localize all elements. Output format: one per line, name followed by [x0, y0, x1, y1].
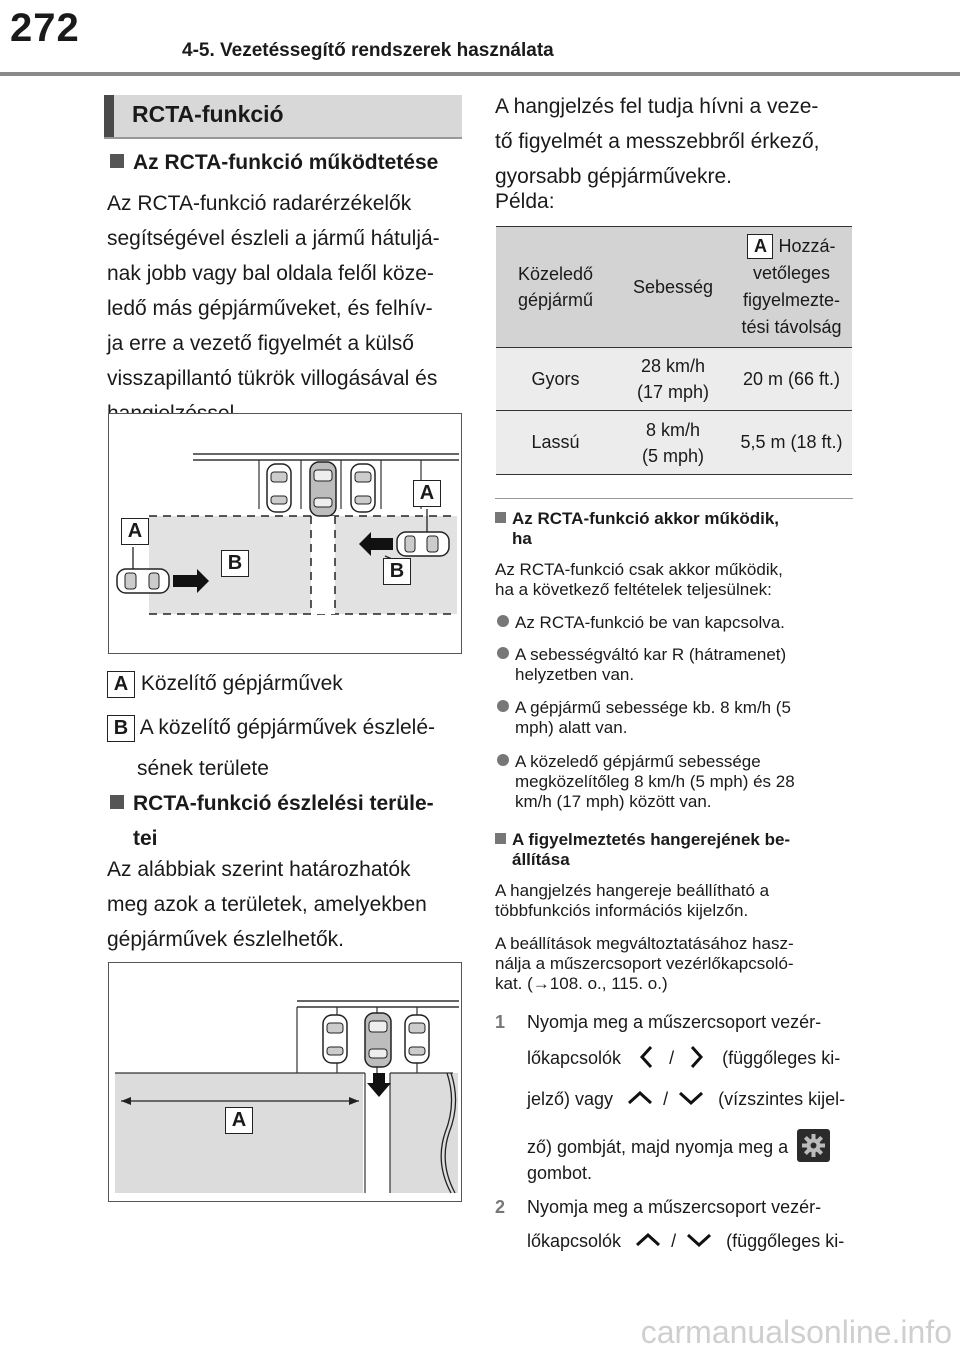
- chevron-left-icon: [636, 1044, 658, 1070]
- step-1-line-4: ző) gombját, majd nyomja meg a: [527, 1129, 830, 1162]
- divider: [495, 498, 853, 499]
- table-cell-distance: 5,5 m (18 ft.): [731, 411, 852, 475]
- rcta-diagram: [109, 414, 460, 652]
- paragraph-detection-areas: Az alábbiak szerint határozhatók meg azok a területek, amelyekben gépjárművek észlelhetők.: [107, 858, 427, 951]
- chevron-down-icon: [685, 1231, 713, 1249]
- parked-car-1: [323, 1015, 347, 1063]
- square-bullet-icon: [110, 795, 124, 809]
- parked-car-2: [405, 1015, 429, 1063]
- square-bullet-icon: [495, 512, 506, 523]
- fig1-label-b-left: B: [221, 550, 249, 577]
- step-1-line-2: lőkapcsolók / (függőleges ki-: [527, 1044, 840, 1070]
- table-row: [496, 348, 852, 411]
- fig2-label-a: A: [225, 1107, 253, 1134]
- square-bullet-icon: [110, 154, 124, 168]
- list-item: Az RCTA-funkció be van kapcsolva.: [497, 613, 785, 633]
- table-cell-distance: 20 m (66 ft.): [731, 348, 852, 411]
- figure-detection-area: [108, 962, 462, 1202]
- chevron-up-icon: [634, 1231, 662, 1249]
- figure-rcta-detection: [108, 413, 462, 654]
- heading-volume-settings: A figyelmeztetés hangerejének be- állítása: [495, 830, 790, 870]
- dot-bullet-icon: [497, 615, 509, 627]
- approaching-car-left: [117, 569, 169, 593]
- heading-detection-areas: RCTA-funkció észlelési terüle- tei: [110, 786, 434, 856]
- parked-car-1: [267, 464, 291, 512]
- chevron-up-icon: [626, 1089, 654, 1107]
- legend-tag-a: A: [107, 671, 135, 698]
- list-item: A közeledő gépjármű sebessége megközelítőleg 8 km/h (5 mph) és 28 km/h (17 mph) között van.: [497, 752, 795, 812]
- paragraph-volume: A hangjelzés hangereje beállítható a többfunkciós információs kijelzőn.: [495, 881, 770, 920]
- list-item: A gépjármű sebessége kb. 8 km/h (5 mph) alatt van.: [497, 698, 791, 738]
- section-title: RCTA-funkció: [132, 101, 284, 127]
- step-1-line-3: jelző) vagy / (vízszintes kijel-: [527, 1089, 846, 1109]
- step-1-line-5: gombot.: [527, 1163, 593, 1183]
- section-title-box: [104, 95, 462, 137]
- heading-rcta-conditions: Az RCTA-funkció akkor működik, ha: [495, 509, 779, 549]
- parked-car-2: [351, 464, 375, 512]
- table-header-row: [496, 227, 852, 348]
- step-2-line-1: Nyomja meg a műszercsoport vezér-: [527, 1197, 822, 1217]
- table-cell-vehicle: Lassú: [496, 411, 615, 475]
- arrow-down-icon: [367, 1073, 391, 1097]
- own-car: [310, 462, 336, 516]
- page-number: 272: [10, 6, 80, 50]
- section-underline: [104, 137, 462, 139]
- detection-area-diagram: [109, 963, 460, 1200]
- table-header-distance: A Hozzá- vetőleges figyelmezte- tési távolság: [731, 227, 852, 348]
- dot-bullet-icon: [497, 647, 509, 659]
- fig1-label-a-left: A: [121, 518, 149, 545]
- approaching-car-right: [397, 532, 449, 556]
- chapter-title: 4-5. Vezetéssegítő rendszerek használata: [182, 40, 554, 61]
- watermark: carmanualsonline.info: [640, 1314, 952, 1350]
- settings-gear-icon: [797, 1129, 830, 1162]
- legend-a: [107, 666, 343, 701]
- paragraph-settings-change: A beállítások megváltoztatásához hasz- nálja a műszercsoport vezérlőkapcsoló- kat. (→108. o., 115. o.): [495, 934, 794, 993]
- fig1-label-b-right: B: [383, 558, 411, 585]
- own-car: [365, 1013, 391, 1067]
- table-header-speed: Sebesség: [615, 227, 731, 348]
- paragraph-rcta-description: Az RCTA-funkció radarérzékelők segítségével észleli a jármű hátuljá- nak jobb vagy bal oldala felől köze- ledő más gépjárműveket, és felhív- ja erre a vezető figyelmét a külső visszapillantó tükrök villogásával és: [107, 192, 440, 390]
- table-row: [496, 411, 852, 475]
- legend-b-text-1: A közelítő gépjárművek észlelé-: [139, 716, 435, 739]
- step-number: 2: [495, 1197, 506, 1217]
- legend-b-text-2: sének területe: [137, 757, 269, 780]
- square-bullet-icon: [495, 833, 506, 844]
- step-2: [495, 1195, 822, 1219]
- chevron-right-icon: [685, 1044, 707, 1070]
- heading-rcta-operation: Az RCTA-funkció működtetése: [110, 145, 438, 180]
- table-cell-speed: 28 km/h (17 mph): [615, 348, 731, 411]
- table-cell-vehicle: Gyors: [496, 348, 615, 411]
- legend-tag-b: B: [107, 715, 135, 742]
- legend-a-text: Közelítő gépjárművek: [140, 672, 343, 695]
- table-header-vehicle: Közeledő gépjármű: [496, 227, 615, 348]
- dot-bullet-icon: [497, 700, 509, 712]
- step-number: 1: [495, 1012, 506, 1032]
- paragraph-warning-sound: A hangjelzés fel tudja hívni a veze- tő figyelmét a messzebbről érkező, gyorsabb gépjárművekre.: [495, 95, 820, 188]
- table-tag-a: A: [747, 234, 773, 259]
- step-2-line-2: lőkapcsolók / (függőleges ki-: [527, 1231, 845, 1251]
- table-cell-speed: 8 km/h (5 mph): [615, 411, 731, 475]
- dot-bullet-icon: [497, 754, 509, 766]
- step-1-line-1: Nyomja meg a műszercsoport vezér-: [527, 1012, 822, 1032]
- paragraph-conditions: Az RCTA-funkció csak akkor működik, ha a következő feltételek teljesülnek:: [495, 560, 783, 599]
- step-1: [495, 1010, 822, 1034]
- list-item: A sebességváltó kar R (hátramenet) helyzetben van.: [497, 645, 786, 685]
- fig1-label-a-right: A: [413, 480, 441, 507]
- speed-distance-table: [496, 226, 852, 475]
- header-rule: [0, 72, 960, 76]
- example-label: Példa:: [495, 190, 555, 213]
- legend-b: [107, 710, 435, 786]
- chevron-down-icon: [677, 1089, 705, 1107]
